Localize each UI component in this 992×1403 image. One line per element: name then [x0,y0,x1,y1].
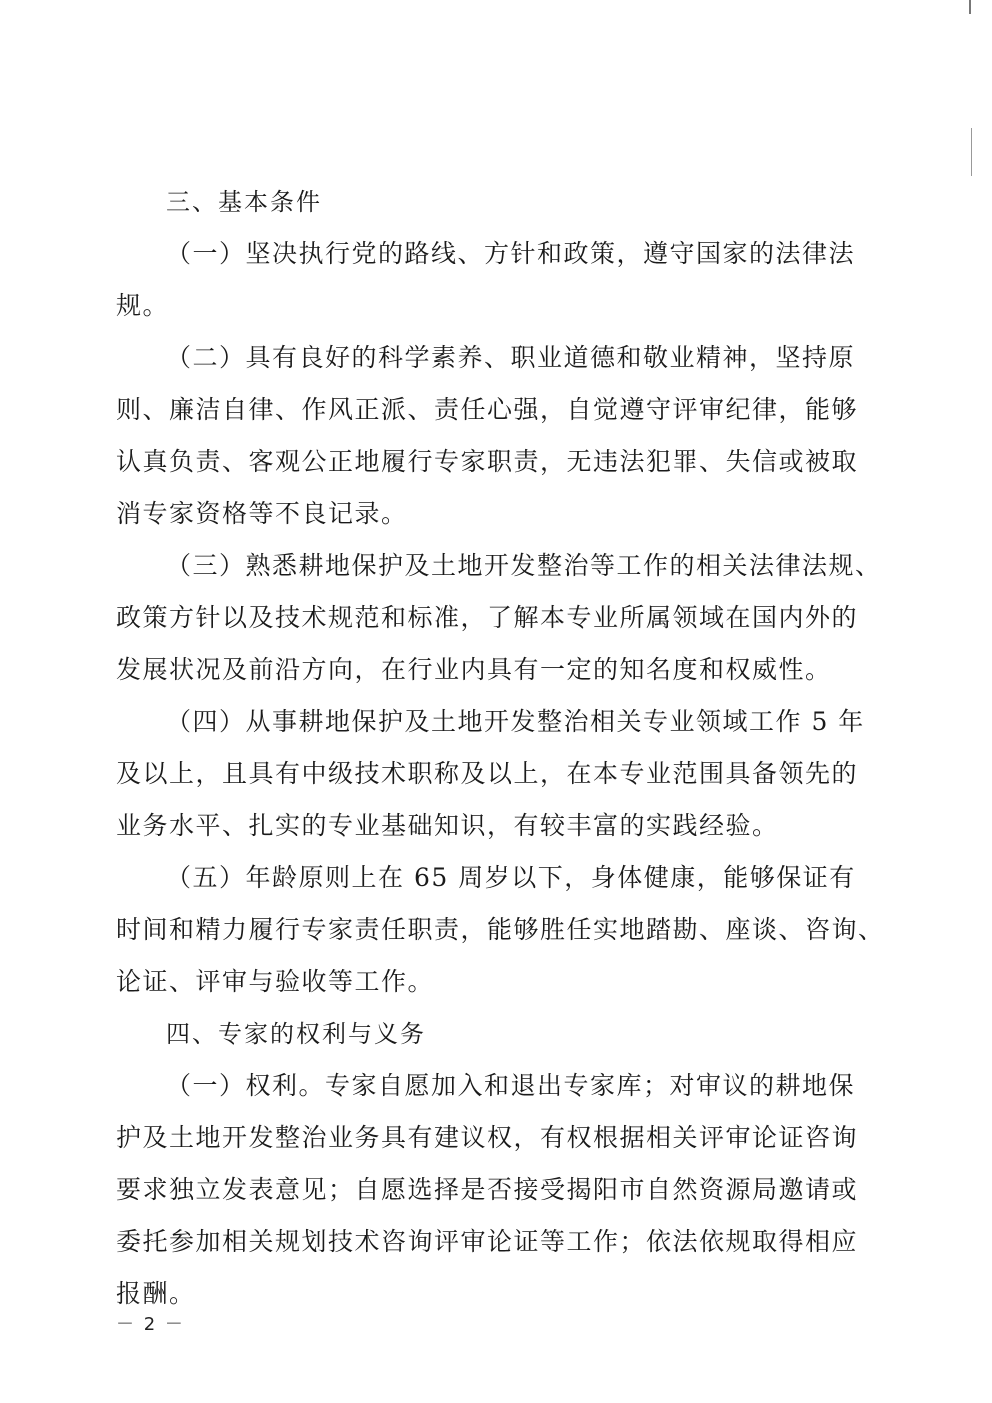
paragraph-line: （一）权利。专家自愿加入和退出专家库；对审议的耕地保 [166,1071,856,1100]
paragraph-line: （四）从事耕地保护及土地开发整治相关专业领域工作 5 年 [166,707,865,736]
paragraph-line: （三）熟悉耕地保护及土地开发整治等工作的相关法律法规、 [166,551,882,580]
paragraph [116,852,885,1008]
paragraph-line: 委托参加相关规划技术咨询评审论证等工作；依法依规取得相应 [116,1227,859,1256]
paragraph [116,332,868,540]
paragraph-line: （二）具有良好的科学素养、职业道德和敬业精神，坚持原 [166,343,856,372]
section-heading: 三、基本条件 [166,188,322,216]
paragraph-line: （五）年龄原则上在 65 周岁以下，身体健康，能够保证有 [166,863,856,892]
paragraph [116,540,882,696]
paragraph-line: 业务水平、扎实的专业基础知识，有较丰富的实践经验。 [116,811,779,840]
paragraph [116,1060,868,1320]
paragraph [116,696,868,852]
paragraph-line: 则、廉洁自律、作风正派、责任心强，自觉遵守评审纪律，能够 [116,395,859,424]
document-body [116,176,885,1320]
paragraph-line: （一）坚决执行党的路线、方针和政策，遵守国家的法律法 [166,239,856,268]
paragraph-line: 时间和精力履行专家责任职责，能够胜任实地踏勘、座谈、咨询、 [116,915,885,944]
paragraph-line: 认真负责、客观公正地履行专家职责，无违法犯罪、失信或被取 [116,447,859,476]
paragraph-line: 要求独立发表意见；自愿选择是否接受揭阳市自然资源局邀请或 [116,1175,859,1204]
scan-edge-mark [971,128,972,176]
paragraph-line: 报酬。 [116,1279,196,1308]
paragraph-line: 及以上，且具有中级技术职称及以上，在本专业范围具备领先的 [116,759,859,788]
section-heading: 四、专家的权利与义务 [166,1020,426,1048]
paragraph-line: 政策方针以及技术规范和标准，了解本专业所属领域在国内外的 [116,603,859,632]
paragraph-line: 发展状况及前沿方向，在行业内具有一定的知名度和权威性。 [116,655,832,684]
paragraph-line: 论证、评审与验收等工作。 [116,967,435,996]
paragraph [116,228,868,332]
paragraph-line: 消专家资格等不良记录。 [116,499,408,528]
page-number: － 2 － [116,1314,185,1335]
scan-edge-mark [969,0,971,14]
paragraph-line: 规。 [116,291,170,320]
paragraph-line: 护及土地开发整治业务具有建议权，有权根据相关评审论证咨询 [116,1123,859,1152]
